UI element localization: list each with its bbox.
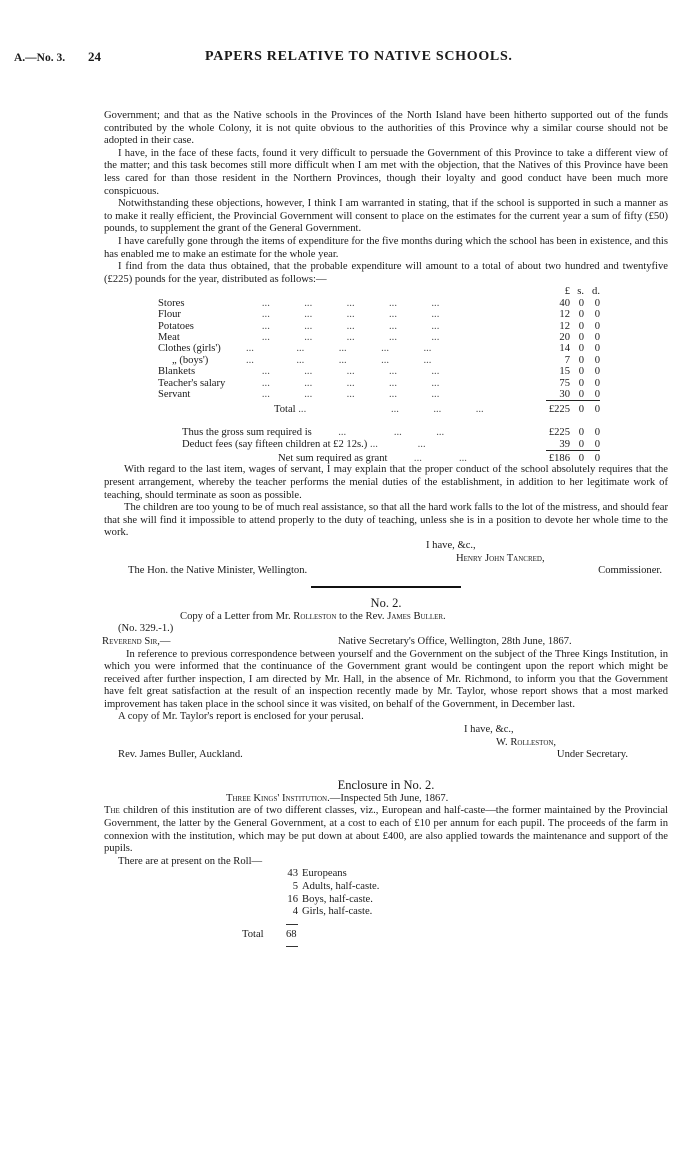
shillings-cell: 0 <box>578 388 584 400</box>
pence-cell: 0 <box>594 320 600 332</box>
pence-cell: 0 <box>594 331 600 343</box>
leader-dots: ... ... <box>367 438 426 450</box>
table-row <box>158 378 600 389</box>
paragraph: I have carefully gone through the items of expenditure for the five months during which the school has been in existence, and this has enabled me to make an estimate for the whole year. <box>104 235 668 260</box>
table-row <box>158 343 600 354</box>
subtitle-text: Copy of a Letter from Mr. <box>180 610 291 622</box>
table-header-row <box>158 286 600 297</box>
fees-row <box>158 439 600 451</box>
pounds-cell: 12 <box>559 309 570 321</box>
item-label: Servant <box>158 389 191 401</box>
roll-list <box>104 868 668 950</box>
document-reference: A.—No. 3. <box>14 52 66 64</box>
gross-label-cell <box>158 427 546 438</box>
leader-dots: ... ... ... ... ... <box>246 331 440 343</box>
leader-dots: ... ... ... ... ... <box>246 389 440 401</box>
dateline: Native Secretary's Office, Wellington, 28th June, 1867. <box>338 635 572 647</box>
reference-number: (No. 329.-1.) <box>118 623 174 635</box>
pence-cell: 0 <box>594 343 600 355</box>
shillings-header: s. <box>577 286 584 298</box>
roll-grid <box>282 868 379 918</box>
total-label: Total <box>274 404 296 416</box>
spacer-row <box>158 416 600 427</box>
paragraph <box>104 805 668 855</box>
roll-count: 43 <box>287 868 298 880</box>
leader-dots: ... ... ... ... ... <box>246 297 440 309</box>
total-label-cell <box>246 401 546 416</box>
roll-total-label: Total <box>242 929 264 941</box>
fees-label-cell <box>158 439 546 451</box>
section-heading: No. 2. <box>370 595 402 610</box>
recipient-name: James Buller. <box>387 610 446 622</box>
pounds-cell: £225 <box>548 427 570 439</box>
roll-total-value: 68 <box>286 929 297 941</box>
pence-cell: 0 <box>594 366 600 378</box>
table-row <box>158 298 600 309</box>
leader-dots: ... ... ... ... ... <box>246 377 440 389</box>
page-title: PAPERS RELATIVE TO NATIVE SCHOOLS. <box>205 49 513 64</box>
pounds-cell: 20 <box>559 331 570 343</box>
pence-cell: 0 <box>584 401 600 416</box>
addressee-row <box>104 565 668 578</box>
signature-title: Commissioner. <box>598 565 662 577</box>
pence-cell: 0 <box>594 297 600 309</box>
closing: I have, &c., <box>426 539 476 551</box>
paragraph: Notwithstanding these objections, however, I think I am warranted in stating, that if the school is supported in such a manner as to make it really efficient, the Provincial Government will consent to place on the estimates for the current year a sum of fifty (£50) pounds, to supplement the grant of the General Government. <box>104 198 668 235</box>
pounds-cell: 39 <box>559 438 570 450</box>
leader-dots: ... ... ... <box>311 427 445 439</box>
roll-label: Adults, half-caste. <box>302 881 380 893</box>
table-row <box>158 355 600 366</box>
subtitle-text: to the Rev. <box>339 610 385 622</box>
signature-name: W. Rolleston, <box>496 736 557 748</box>
item-label: Meat <box>158 331 180 343</box>
shillings-cell: 0 <box>578 438 584 450</box>
shillings-cell: 0 <box>578 366 584 378</box>
table-row <box>158 309 600 320</box>
leader-dots: ... ... ... ... ... <box>246 366 440 378</box>
pounds-cell: 12 <box>559 320 570 332</box>
item-label: Flour <box>158 309 181 321</box>
shillings-cell: 0 <box>578 331 584 343</box>
pence-header: d. <box>592 286 600 298</box>
pounds-cell: £186 <box>546 450 570 464</box>
net-label: Net sum required as grant <box>278 452 388 464</box>
paragraph: The children are too young to be of much real assistance, so that all the hard work falls to the lot of the mistress, and should fear that she will find it impossible to attend properly to the duty of teaching, unless she is in a position to devote her whole time to the work. <box>104 502 668 539</box>
table-row <box>158 389 600 401</box>
closing: I have, &c., <box>464 724 514 736</box>
pounds-header: £ <box>564 286 570 298</box>
leader-dots: ... ... ... ... ... <box>246 320 440 332</box>
pounds-cell: 30 <box>559 388 570 400</box>
table-row <box>158 366 600 377</box>
enclosure-heading: Enclosure in No. 2. <box>337 777 435 792</box>
table-row <box>158 321 600 332</box>
expenditure-table <box>158 286 600 464</box>
letter-subtitle <box>104 611 668 624</box>
addressee: Rev. James Buller, Auckland. <box>118 749 243 761</box>
pence-cell: 0 <box>594 438 600 450</box>
page-number: 24 <box>88 49 101 64</box>
salutation: Reverend Sir,— <box>102 635 171 647</box>
pounds-cell: 14 <box>559 343 570 355</box>
roll-label: Europeans <box>302 868 347 880</box>
sum-rule <box>286 946 298 947</box>
table-row <box>158 332 600 343</box>
roll-count: 4 <box>292 906 298 918</box>
shillings-cell: 0 <box>578 309 584 321</box>
pence-cell: 0 <box>594 388 600 400</box>
leader-dots: ... ... ... ... ... <box>246 354 432 366</box>
shillings-cell: 0 <box>578 377 584 389</box>
leader-dots: ... ... <box>387 452 467 464</box>
paragraph: A copy of Mr. Taylor's report is enclosed for your perusal. <box>118 711 364 723</box>
item-label: „ (boys') <box>172 354 209 366</box>
shillings-cell: 0 <box>578 427 584 439</box>
signature-name: Henry John Tancred, <box>456 552 545 564</box>
shillings-cell: 0 <box>578 320 584 332</box>
total-row <box>158 401 600 416</box>
pence-cell: 0 <box>584 450 600 464</box>
pounds-cell: 7 <box>564 354 570 366</box>
gross-row <box>158 427 600 438</box>
shillings-cell: 0 <box>578 297 584 309</box>
paragraph: I find from the data thus obtained, that the probable expenditure will amount to a total of about two hundred and twentyfive (£225) pounds for the year, distributed as follows:— <box>104 261 668 285</box>
roll-label: Boys, half-caste. <box>302 893 373 905</box>
roll-label: Girls, half-caste. <box>302 906 373 918</box>
pence-cell: 0 <box>594 377 600 389</box>
sum-rule <box>286 924 298 925</box>
pounds-cell: 15 <box>559 366 570 378</box>
pence-cell: 0 <box>594 309 600 321</box>
item-label: Teacher's salary <box>158 377 226 389</box>
pence-cell: 0 <box>594 427 600 439</box>
leader-dots: ... ... ... ... ... <box>246 309 440 321</box>
item-label: Clothes (girls') <box>158 343 221 355</box>
page-body <box>104 110 668 950</box>
sender-name: Rolleston <box>293 610 337 622</box>
first-word: The <box>104 805 120 817</box>
net-row <box>158 450 600 464</box>
item-label: Stores <box>158 297 185 309</box>
institution-name: Three Kings' Institution. <box>226 792 330 804</box>
pounds-cell: 40 <box>559 297 570 309</box>
shillings-cell: 0 <box>578 343 584 355</box>
fees-label: Deduct fees (say fifteen children at £2 12s.) <box>182 438 368 450</box>
section-divider <box>311 586 461 588</box>
page-header <box>0 49 700 68</box>
leader-dots: ... ... ... ... <box>295 404 484 416</box>
inspection-date: —Inspected 5th June, 1867. <box>329 792 449 804</box>
paragraph: With regard to the last item, wages of servant, I may explain that the proper conduct of the school absolutely requires that the present arrangement, whereby the teacher performs the menial duties of the establishment, in addition to her legitimate work of teaching, should terminate as soon as possible. <box>104 464 668 501</box>
roll-count: 5 <box>292 881 298 893</box>
item-label: Potatoes <box>158 320 194 332</box>
shillings-cell: 0 <box>570 401 584 416</box>
paragraph-text: children of this institution are of two different classes, viz., European and half-caste—the former maintained by the Provincial Government, the latter by the General Government, at a cost to each of £10 per annum for each pupil. The proceeds of the farm in connexion with the institution, which may be put down at about £400, are also applied towards the maintenance and support of the pupils. <box>104 805 668 855</box>
net-label-cell <box>158 450 546 464</box>
pence-cell: 0 <box>594 354 600 366</box>
addressee: The Hon. the Native Minister, Wellington. <box>128 565 308 577</box>
enclosure-subtitle <box>104 793 668 806</box>
gross-label: Thus the gross sum required is <box>182 427 312 439</box>
paragraph: In reference to previous correspondence between yourself and the Government on the subject of the Three Kings Institution, in which you were informed that the continuance of the Government grant would be contingent upon the report which might be received after further inspection, I am directed by Mr. Hall, in the absence of Mr. Richmond, to inform you that the Government have felt great satisfaction at the result of an inspection recently made by Mr. Taylor, whose report shows that a most marked improvement has taken place in the school since it was visited, on behalf of the Government, in December last. <box>104 648 668 710</box>
leader-dots: ... ... ... ... ... <box>246 343 432 355</box>
paragraph: Government; and that as the Native schools in the Provinces of the North Island have been hitherto supported out of the funds contributed by the whole Colony, it is not quite obvious to the authorities of this Province why a similar course should not be adopted in their case. <box>104 110 668 147</box>
item-label: Blankets <box>158 366 196 378</box>
pounds-cell: £225 <box>546 401 570 416</box>
signature-title: Under Secretary. <box>556 749 628 761</box>
shillings-cell: 0 <box>570 450 584 464</box>
roll-intro: There are at present on the Roll— <box>118 855 263 867</box>
roll-count: 16 <box>287 893 298 905</box>
addressee-row <box>104 749 668 762</box>
pounds-cell: 75 <box>559 377 570 389</box>
shillings-cell: 0 <box>578 354 584 366</box>
paragraph: I have, in the face of these facts, found it very difficult to persuade the Government of this Province to take a different view of the matter; and this task becomes still more difficult when I am met with the objection, that the Natives of this Province have been less cared for than those resident in the Northern Provinces, though their loyalty and good conduct have been much more conspicuous. <box>104 147 668 197</box>
salutation-row <box>102 636 668 649</box>
